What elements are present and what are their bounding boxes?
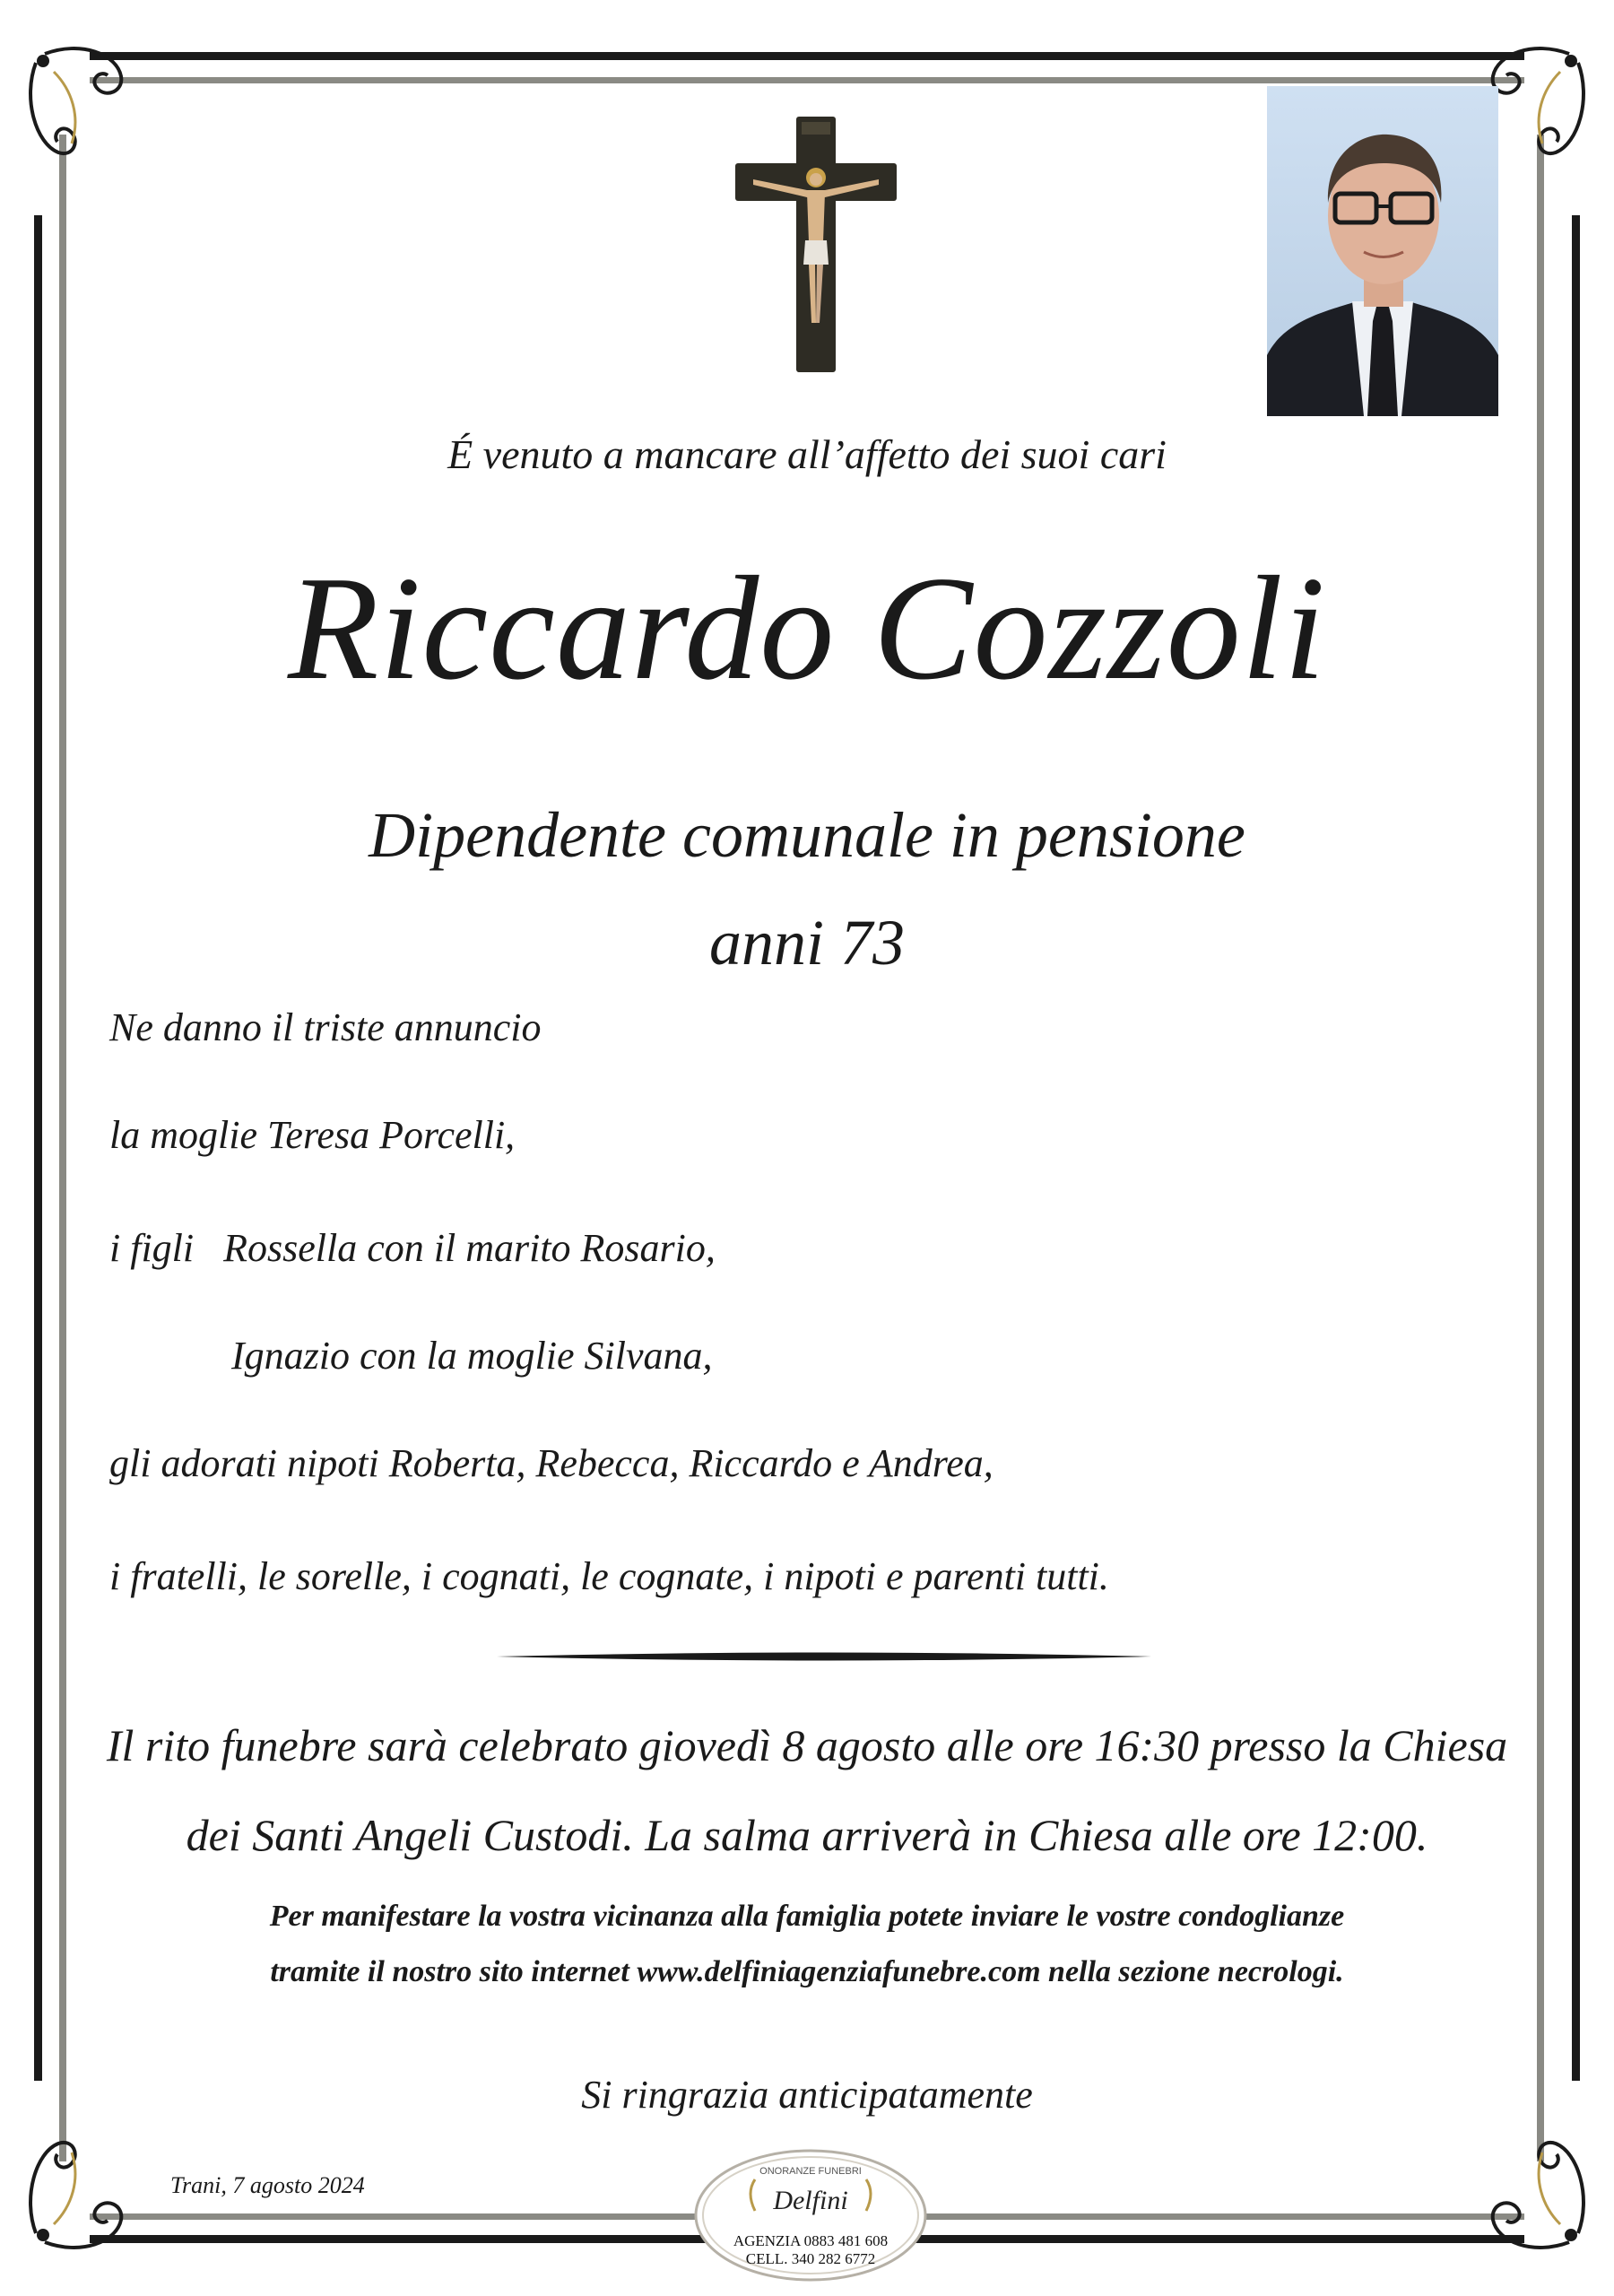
condolences-text-line: tramite il nostro sito internet www.delfiniagenziafunebre.com nella sezione necrologi.	[270, 1955, 1344, 1988]
intro-text: É venuto a mancare all’affetto dei suoi cari	[447, 431, 1167, 477]
logo-cell-phone: CELL. 340 282 6772	[745, 2250, 876, 2267]
crucifix-icon	[726, 108, 906, 377]
deceased-role: Dipendente comunale in pensione	[369, 799, 1245, 871]
announce-line: Ne danno il triste annuncio	[109, 1005, 542, 1049]
deceased-name: Riccardo Cozzoli	[288, 545, 1326, 710]
logo-name: Delfini	[773, 2186, 848, 2215]
rite-text-line: dei Santi Angeli Custodi. La salma arriverà in Chiesa alle ore 12:00.	[186, 1810, 1428, 1860]
thanks-text: Si ringrazia anticipatamente	[581, 2073, 1033, 2117]
logo-agency-phone: AGENZIA 0883 481 608	[733, 2232, 889, 2249]
deceased-age: anni 73	[708, 907, 905, 978]
agency-logo	[692, 2148, 929, 2283]
place-date: Trani, 7 agosto 2024	[170, 2172, 365, 2198]
rite-text-line: Il rito funebre sarà celebrato giovedì 8 agosto alle ore 16:30 presso la Chiesa	[106, 1720, 1508, 1770]
corner-ornament-top-left	[18, 36, 134, 215]
portrait-image	[1267, 86, 1498, 416]
announce-line: la moglie Teresa Porcelli,	[109, 1113, 516, 1157]
announce-line: gli adorati nipoti Roberta, Rebecca, Riccardo e Andrea,	[109, 1441, 994, 1485]
announce-line: i fratelli, le sorelle, i cognati, le cognate, i nipoti e parenti tutti.	[109, 1554, 1109, 1598]
condolences-text-line: Per manifestare la vostra vicinanza alla famiglia potete inviare le vostre condoglianze	[269, 1900, 1345, 1933]
announce-line: Ignazio con la moglie Silvana,	[231, 1334, 713, 1378]
logo-subtitle: ONORANZE FUNEBRI	[759, 2166, 862, 2177]
deceased-portrait	[1267, 86, 1498, 416]
announce-line: i figli Rossella con il marito Rosario,	[109, 1226, 716, 1270]
divider	[497, 1650, 1151, 1663]
